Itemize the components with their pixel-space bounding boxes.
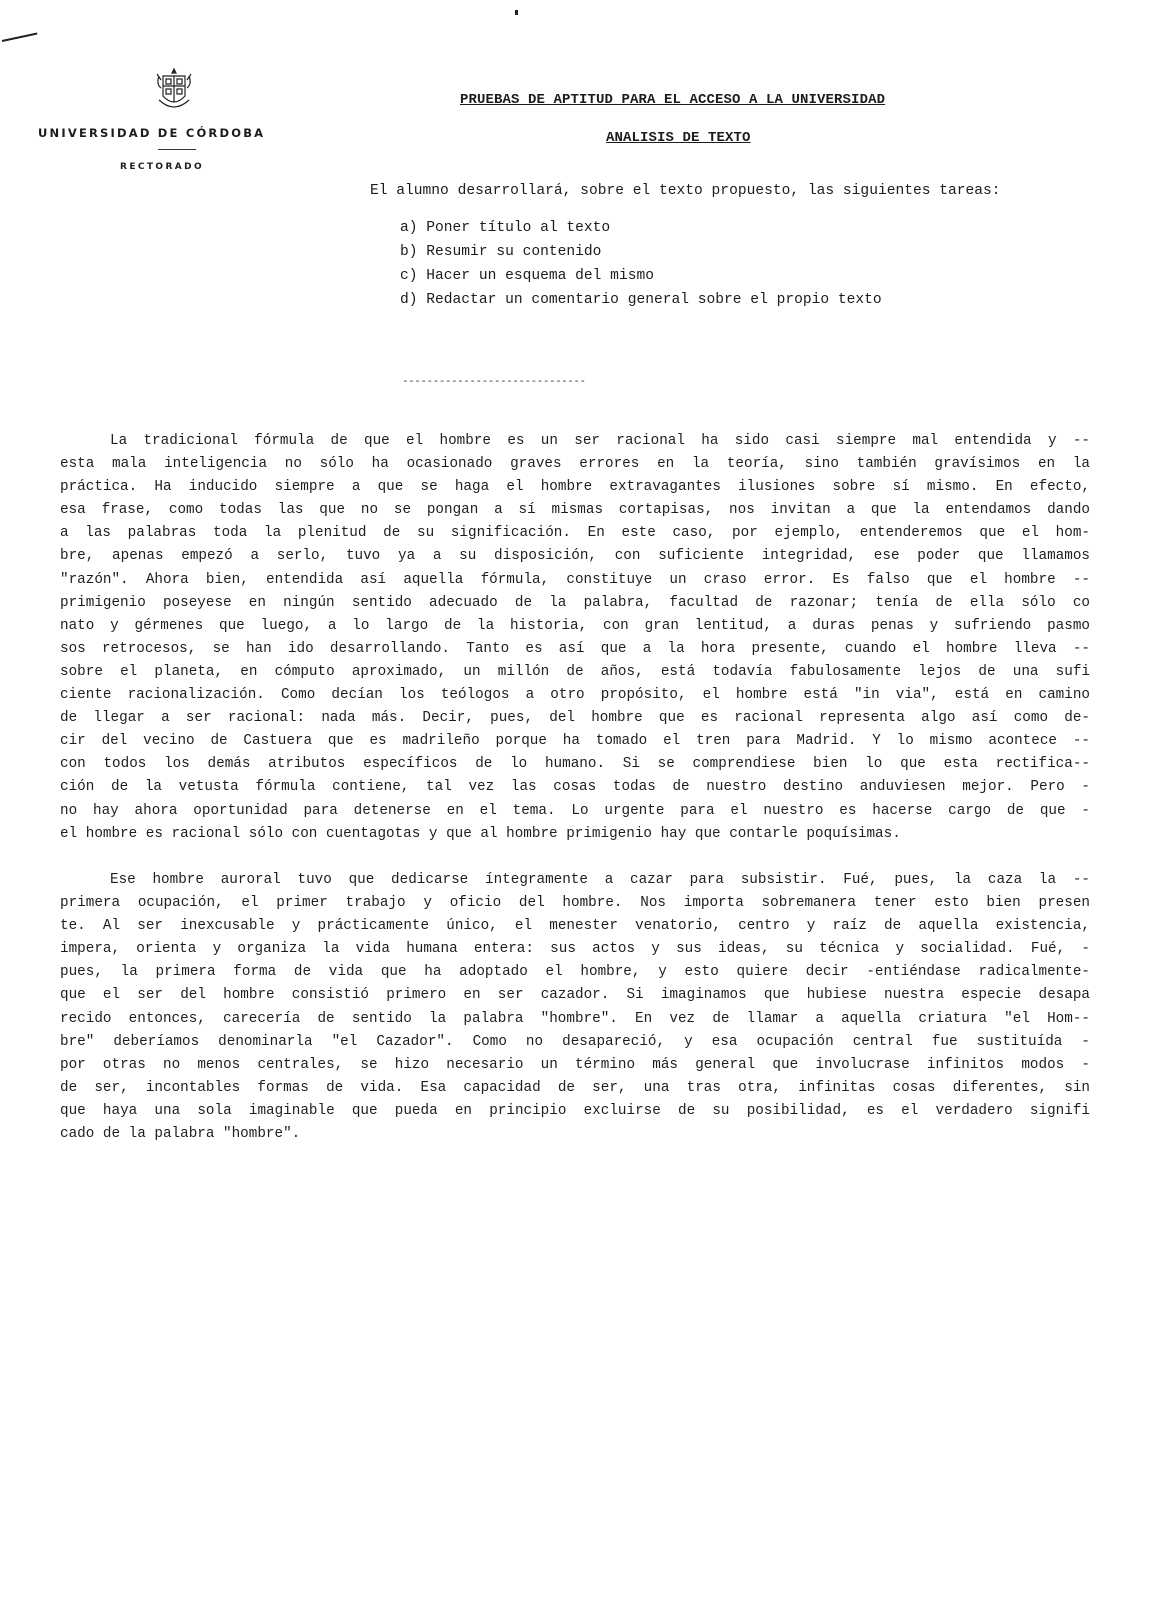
- office-name: RECTORADO: [120, 162, 205, 172]
- text-line: cado de la palabra "hombre".: [60, 1126, 301, 1143]
- instructions-intro: El alumno desarrollará, sobre el texto propuesto, las siguientes tareas:: [370, 183, 1001, 199]
- separator-line: ------------------------------: [402, 374, 586, 387]
- text-line: primera ocupación, el primer trabajo y oficio del hombre. Nos importa sobremanera tener esto bien presen: [60, 895, 1090, 912]
- text-line: ción de la vetusta fórmula contiene, tal vez las cosas todas de nuestro destino anduviesen mejor. Pero -: [60, 779, 1090, 796]
- text-line: el hombre es racional sólo con cuentagotas y que al hombre primigenio hay que contarle poquísimas.: [60, 825, 901, 842]
- text-line: Ese hombre auroral tuvo que dedicarse íntegramente a cazar para subsistir. Fué, pues, la caza la --: [110, 872, 1090, 888]
- text-line: esta mala inteligencia no sólo ha ocasionado graves errores en la teoría, sino también gravísimos en la: [60, 456, 1090, 473]
- text-line: La tradicional fórmula de que el hombre es un ser racional ha sido casi siempre mal entendida y --: [110, 433, 1090, 449]
- text-line: que el ser del hombre consistió primero en ser cazador. Si imaginamos que hubiese nuestra especie desapa: [60, 987, 1090, 1004]
- text-line: nato y gérmenes que luego, a lo largo de la historia, con gran lentitud, a duras penas y sufriendo pasmo: [60, 617, 1090, 634]
- scan-mark: [515, 10, 518, 15]
- text-line: te. Al ser inexcusable y prácticamente único, el menester venatorio, centro y raíz de aquella existencia,: [60, 918, 1090, 935]
- task-item: d) Redactar un comentario general sobre el propio texto: [400, 292, 882, 308]
- text-line: con todos los demás atributos específicos de lo humano. Si se comprendiese bien lo que esta rectifica--: [60, 756, 1090, 773]
- text-paragraph-2: [60, 869, 1090, 1146]
- text-line: "razón". Ahora bien, entendida así aquella fórmula, constituye un craso error. Es falso que el hombre --: [60, 571, 1090, 588]
- task-item: a) Poner título al texto: [400, 220, 611, 236]
- page-subtitle: ANALISIS DE TEXTO: [606, 130, 751, 146]
- university-name: UNIVERSIDAD DE CÓRDOBA: [38, 126, 266, 140]
- text-line: ciente racionalización. Como decían los teólogos a otro propósito, el hombre está "in via", está en camino: [60, 687, 1090, 704]
- text-line: esa frase, como todas las que no se pongan a sí mismas cortapisas, nos invitan a que la entendamos dando: [60, 502, 1090, 519]
- text-line: sobre el planeta, en cómputo aproximado, un millón de años, está todavía fabulosamente lejos de una sufi: [60, 663, 1090, 680]
- text-line: cir del vecino de Castuera que es madrileño porque ha tomado el tren para Madrid. Y lo mismo acontece --: [60, 733, 1090, 750]
- coat-of-arms-icon: [153, 66, 195, 116]
- page-title: PRUEBAS DE APTITUD PARA EL ACCESO A LA UNIVERSIDAD: [460, 92, 886, 108]
- text-line: de ser, incontables formas de vida. Esa capacidad de ser, una tras otra, infinitas cosas diferentes, sin: [60, 1079, 1090, 1096]
- letterhead-rule: [158, 149, 196, 150]
- text-line: que haya una sola imaginable que pueda en principio excluirse de su posibilidad, es el verdadero signifi: [60, 1102, 1090, 1119]
- text-line: de llegar a ser racional: nada más. Decir, pues, del hombre que es racional representa algo así como de-: [60, 710, 1090, 727]
- text-line: no hay ahora oportunidad para detenerse en el tema. Lo urgente para el nuestro es hacerse cargo de que -: [60, 802, 1090, 819]
- text-line: bre" deberíamos denominarla "el Cazador". Como no desapareció, y esa ocupación central fue sustituída -: [60, 1033, 1090, 1050]
- task-item: b) Resumir su contenido: [400, 244, 602, 260]
- text-line: primigenio poseyese en ningún sentido adecuado de la palabra, facultad de razonar; tenía de ella sólo co: [60, 594, 1090, 611]
- text-line: práctica. Ha inducido siempre a que se haga el hombre extravagantes ilusiones sobre sí mismo. En efecto,: [60, 479, 1090, 496]
- text-paragraph-1: [60, 430, 1090, 846]
- text-line: recido entonces, carecería de sentido la palabra "hombre". En vez de llamar a aquella criatura "el Hom--: [60, 1010, 1090, 1027]
- text-line: a las palabras toda la plenitud de su significación. En este caso, por ejemplo, entenderemos que el hom-: [60, 525, 1090, 542]
- text-line: por otras no menos centrales, se hizo necesario un término más general que involucrase infinitos modos -: [60, 1056, 1090, 1073]
- text-line: sos retrocesos, se han ido desarrollando. Tanto es así que a la hora presente, cuando el hombre lleva --: [60, 640, 1090, 657]
- text-line: pues, la primera forma de vida que ha adoptado el hombre, y esto quiere decir -entiéndase radicalmente-: [60, 964, 1090, 981]
- task-list: [400, 216, 882, 312]
- task-item: c) Hacer un esquema del mismo: [400, 268, 654, 284]
- text-line: bre, apenas empezó a serlo, tuvo ya a su disposición, con suficiente integridad, ese poder que llamamos: [60, 548, 1090, 565]
- text-line: impera, orienta y organiza la vida humana entera: sus actos y sus ideas, su técnica y socialidad. Fué, -: [60, 941, 1090, 958]
- scan-mark: [2, 33, 38, 42]
